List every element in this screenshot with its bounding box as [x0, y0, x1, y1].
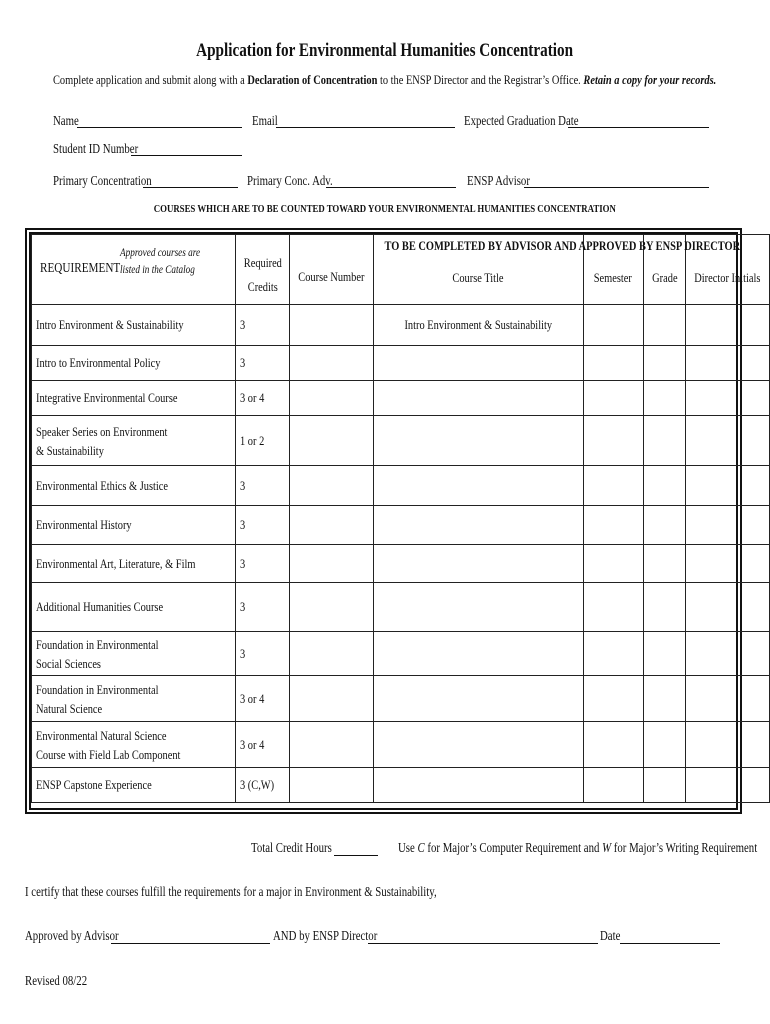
requirement-cell: Foundation in Environmental Social Sciences [32, 632, 236, 676]
grade-input[interactable] [643, 632, 686, 676]
director-initials-input[interactable] [686, 346, 770, 381]
course-title-input[interactable] [373, 545, 583, 583]
director-initials-input[interactable] [686, 722, 770, 768]
email-line[interactable] [276, 115, 455, 128]
course-number-input[interactable] [290, 381, 374, 416]
certify-statement: I certify that these courses fulfill the requirements for a major in Environment & Sustainability, [25, 884, 437, 899]
director-initials-input[interactable] [686, 416, 770, 466]
semester-input[interactable] [583, 466, 643, 506]
header-credits: Required Credits [236, 235, 290, 305]
director-initials-input[interactable] [686, 545, 770, 583]
instructions: Complete application and submit along with a Declaration of Concentration to the ENSP Director and the Registrar’s Office. Retain a copy for your records. [53, 72, 717, 87]
table-row [32, 305, 770, 346]
table-row [32, 506, 770, 545]
grade-input[interactable] [643, 506, 686, 545]
course-number-input[interactable] [290, 346, 374, 381]
course-number-input[interactable] [290, 583, 374, 632]
requirement-cell: Foundation in Environmental Natural Science [32, 676, 236, 722]
credits-cell: 3 or 4 [236, 676, 290, 722]
grad-date-label: Expected Graduation Date [464, 113, 579, 128]
header-advisor-section: TO BE COMPLETED BY ADVISOR AND APPROVED BY ENSP DIRECTOR [384, 238, 741, 253]
grade-input[interactable] [643, 466, 686, 506]
course-title-input[interactable] [373, 506, 583, 545]
grade-input[interactable] [643, 416, 686, 466]
grade-input[interactable] [643, 768, 686, 803]
semester-input[interactable] [583, 768, 643, 803]
requirement-cell: Environmental History [32, 506, 236, 545]
semester-input[interactable] [583, 305, 643, 346]
requirement-cell: Speaker Series on Environment & Sustainability [32, 416, 236, 466]
student-id-label: Student ID Number [53, 141, 139, 156]
name-line[interactable] [77, 115, 242, 128]
credits-cell: 3 (C,W) [236, 768, 290, 803]
requirement-cell: Environmental Art, Literature, & Film [32, 545, 236, 583]
primary-adv-line[interactable] [326, 175, 456, 188]
table-row [32, 381, 770, 416]
name-label: Name [53, 113, 79, 128]
credits-cell: 3 or 4 [236, 722, 290, 768]
grade-input[interactable] [643, 305, 686, 346]
courses-table [31, 234, 770, 803]
credits-cell: 1 or 2 [236, 416, 290, 466]
header-director-initials: Director Initials [686, 235, 770, 305]
director-initials-input[interactable] [686, 466, 770, 506]
course-title-input[interactable] [373, 583, 583, 632]
requirement-cell: Additional Humanities Course [32, 583, 236, 632]
student-id-line[interactable] [131, 143, 242, 156]
courses-heading: COURSES WHICH ARE TO BE COUNTED TOWARD YOUR ENVIRONMENTAL HUMANITIES CONCENTRATION [153, 203, 617, 215]
course-number-input[interactable] [290, 722, 374, 768]
table-row [32, 632, 770, 676]
credits-cell: 3 or 4 [236, 381, 290, 416]
course-title-input[interactable] [373, 346, 583, 381]
date-label: Date [600, 928, 621, 943]
table-row [32, 676, 770, 722]
date-line[interactable] [620, 931, 720, 944]
semester-input[interactable] [583, 676, 643, 722]
grad-date-line[interactable] [568, 115, 709, 128]
course-title-input[interactable]: Intro Environment & Sustainability [373, 305, 583, 346]
course-number-input[interactable] [290, 632, 374, 676]
email-label: Email [252, 113, 278, 128]
total-credit-hours-line[interactable] [334, 843, 378, 856]
credits-cell: 3 [236, 506, 290, 545]
course-title-input[interactable] [373, 381, 583, 416]
header-course-title: Course Title [373, 235, 583, 305]
director-signature-line[interactable] [368, 931, 598, 944]
grade-input[interactable] [643, 545, 686, 583]
credits-cell: 3 [236, 305, 290, 346]
director-initials-input[interactable] [686, 676, 770, 722]
course-number-input[interactable] [290, 466, 374, 506]
header-course-number: Course Number [290, 235, 374, 305]
director-initials-input[interactable] [686, 305, 770, 346]
semester-input[interactable] [583, 506, 643, 545]
course-number-input[interactable] [290, 305, 374, 346]
semester-input[interactable] [583, 346, 643, 381]
table-row [32, 416, 770, 466]
semester-input[interactable] [583, 381, 643, 416]
primary-conc-label: Primary Concentration [53, 173, 152, 188]
page-title: Application for Environmental Humanities Concentration [196, 40, 574, 61]
semester-input[interactable] [583, 632, 643, 676]
credits-cell: 3 [236, 346, 290, 381]
course-number-input[interactable] [290, 768, 374, 803]
requirement-cell: Environmental Natural Science Course with Field Lab Component [32, 722, 236, 768]
course-number-input[interactable] [290, 545, 374, 583]
requirement-cell: Environmental Ethics & Justice [32, 466, 236, 506]
course-number-input[interactable] [290, 416, 374, 466]
course-title-input[interactable] [373, 632, 583, 676]
director-approval-label: AND by ENSP Director [273, 928, 378, 943]
grade-input[interactable] [643, 676, 686, 722]
ensp-advisor-label: ENSP Advisor [467, 173, 530, 188]
course-number-input[interactable] [290, 506, 374, 545]
advisor-signature-line[interactable] [111, 931, 270, 944]
semester-input[interactable] [583, 416, 643, 466]
table-row [32, 346, 770, 381]
semester-input[interactable] [583, 545, 643, 583]
semester-input[interactable] [583, 583, 643, 632]
ensp-advisor-line[interactable] [524, 175, 709, 188]
director-initials-input[interactable] [686, 583, 770, 632]
director-initials-input[interactable] [686, 381, 770, 416]
revised-date: Revised 08/22 [25, 973, 88, 988]
course-number-input[interactable] [290, 676, 374, 722]
header-requirement: REQUIREMENT Approved courses are listed in the Catalog [32, 235, 236, 305]
semester-input[interactable] [583, 722, 643, 768]
director-initials-input[interactable] [686, 506, 770, 545]
credits-cell: 3 [236, 632, 290, 676]
header-grade: Grade [643, 235, 686, 305]
table-row [32, 768, 770, 803]
table-row [32, 583, 770, 632]
header-semester: Semester [583, 235, 643, 305]
course-title-input[interactable] [373, 466, 583, 506]
grade-input[interactable] [643, 583, 686, 632]
requirement-cell: Intro Environment & Sustainability [32, 305, 236, 346]
credits-cell: 3 [236, 466, 290, 506]
credits-cell: 3 [236, 583, 290, 632]
course-title-input[interactable] [373, 768, 583, 803]
table-row [32, 466, 770, 506]
total-credit-hours-label: Total Credit Hours [251, 840, 332, 855]
course-title-input[interactable] [373, 722, 583, 768]
course-title-input[interactable] [373, 676, 583, 722]
advisor-approval-label: Approved by Advisor [25, 928, 119, 943]
primary-adv-label: Primary Conc. Adv. [247, 173, 333, 188]
table-row [32, 545, 770, 583]
grade-input[interactable] [643, 346, 686, 381]
requirement-cell: Integrative Environmental Course [32, 381, 236, 416]
table-row [32, 722, 770, 768]
requirement-cell: ENSP Capstone Experience [32, 768, 236, 803]
credits-cell: 3 [236, 545, 290, 583]
requirement-note: Use C for Major’s Computer Requirement and W for Major’s Writing Requirement [398, 840, 758, 855]
course-title-input[interactable] [373, 416, 583, 466]
grade-input[interactable] [643, 722, 686, 768]
primary-conc-line[interactable] [143, 175, 238, 188]
director-initials-input[interactable] [686, 632, 770, 676]
grade-input[interactable] [643, 381, 686, 416]
requirement-cell: Intro to Environmental Policy [32, 346, 236, 381]
director-initials-input[interactable] [686, 768, 770, 803]
